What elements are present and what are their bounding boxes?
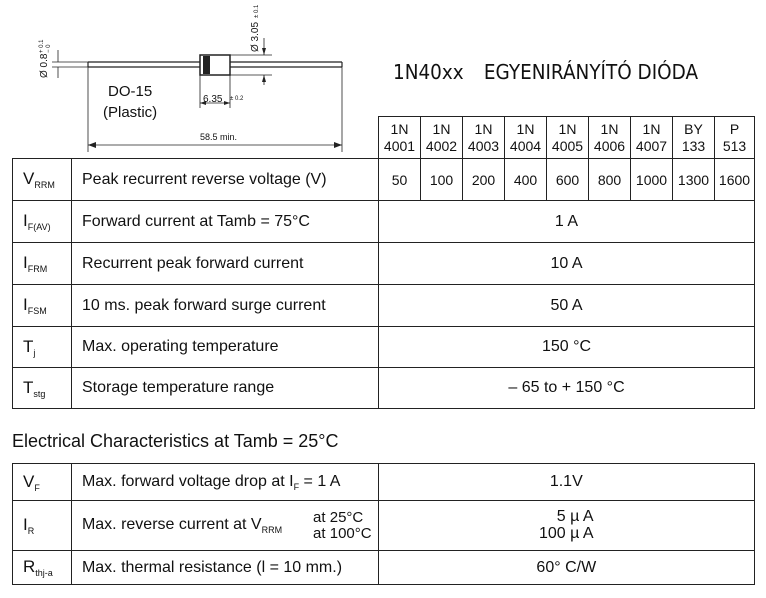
value-cell: 1.1V [378,464,754,501]
model-header: 1N 4004 [505,117,547,159]
value-cell: 50 [379,159,421,201]
table-row-ifrm [13,243,755,285]
model-header: P 513 [715,117,755,159]
description-cell: Forward current at Tamb = 75°C [72,201,379,243]
table-row-ir [13,501,755,551]
package-label: DO-15 [108,83,153,100]
model-header: BY 133 [673,117,715,159]
value-cell: 60° C/W [378,551,754,585]
symbol-cell: $R_{thj-a}$ [13,551,72,585]
value-cell: 150 °C [379,327,755,368]
overall-length-label: 58.5 min. [200,132,238,142]
cathode-band [203,56,210,74]
description-cell: Max. reverse current at $V_{RRM}$ at 25°C at 100°C [71,501,378,551]
value-cell: 100 [421,159,463,201]
value-cell: 1300 [673,159,715,201]
description-cell: 10 ms. peak forward surge current [72,285,379,327]
ratings-table [12,116,755,409]
body-diameter-tol: ± 0.1 [254,4,260,18]
value-cell: 5 µ A 100 µ A [378,501,754,551]
description-cell: Storage temperature range [72,368,379,409]
symbol-cell: $V_{RRM}$ [13,159,72,201]
description-cell: Max. thermal resistance (l = 10 mm.) [71,551,378,585]
symbol-cell: $I_{FRM}$ [13,243,72,285]
table-row-ifav [13,201,755,243]
value-cell: 600 [547,159,589,201]
value-cell: 1 A [379,201,755,243]
description-cell: Max. forward voltage drop at $I_F = 1$ A [71,464,378,501]
body-length-label: 6.35 [203,94,223,105]
part-number: 1N40xx [393,60,464,84]
model-header: 1N 4006 [589,117,631,159]
model-header: 1N 4001 [379,117,421,159]
description-cell: Recurrent peak forward current [72,243,379,285]
value-cell: 10 A [379,243,755,285]
table-row-vrrm [13,159,755,201]
lead-diameter-tol-plus: + 0.1 [39,39,45,53]
value-cell: 50 A [379,285,755,327]
symbol-cell: $V_F$ [13,464,72,501]
value-cell: 200 [463,159,505,201]
lead-diameter-tol-minus: − 0 [46,44,52,53]
symbol-cell: $T_{stg}$ [13,368,72,409]
description-cell: Peak recurrent reverse voltage (V) [72,159,379,201]
lead-diameter-label: Ø 0.8 [39,53,50,78]
model-header-row [13,117,755,159]
model-header: 1N 4007 [631,117,673,159]
table-row-vf [13,464,755,501]
table-row-rth [13,551,755,585]
model-header: 1N 4005 [547,117,589,159]
value-cell: – 65 to + 150 °C [379,368,755,409]
table-row-tj [13,327,755,368]
value-cell: 1600 [715,159,755,201]
symbol-cell: $I_{F(AV)}$ [13,201,72,243]
body-length-tol: ± 0.2 [230,96,244,102]
model-header: 1N 4002 [421,117,463,159]
body-diameter-label: Ø 3.05 [250,21,261,52]
page-title [393,60,698,84]
symbol-cell: $T_j$ [13,327,72,368]
table-row-tstg [13,368,755,409]
value-cell: 800 [589,159,631,201]
value-cell: 400 [505,159,547,201]
symbol-cell: $I_{FSM}$ [13,285,72,327]
electrical-section-title: Electrical Characteristics at Tamb = 25°C [12,431,339,451]
part-name: EGYENIRÁNYÍTÓ DIÓDA [483,60,699,84]
model-header: 1N 4003 [463,117,505,159]
description-cell: Max. operating temperature [72,327,379,368]
value-cell: 1000 [631,159,673,201]
material-label: (Plastic) [103,104,158,121]
symbol-cell: $I_R$ [13,501,72,551]
electrical-table [12,463,755,585]
table-row-ifsm [13,285,755,327]
